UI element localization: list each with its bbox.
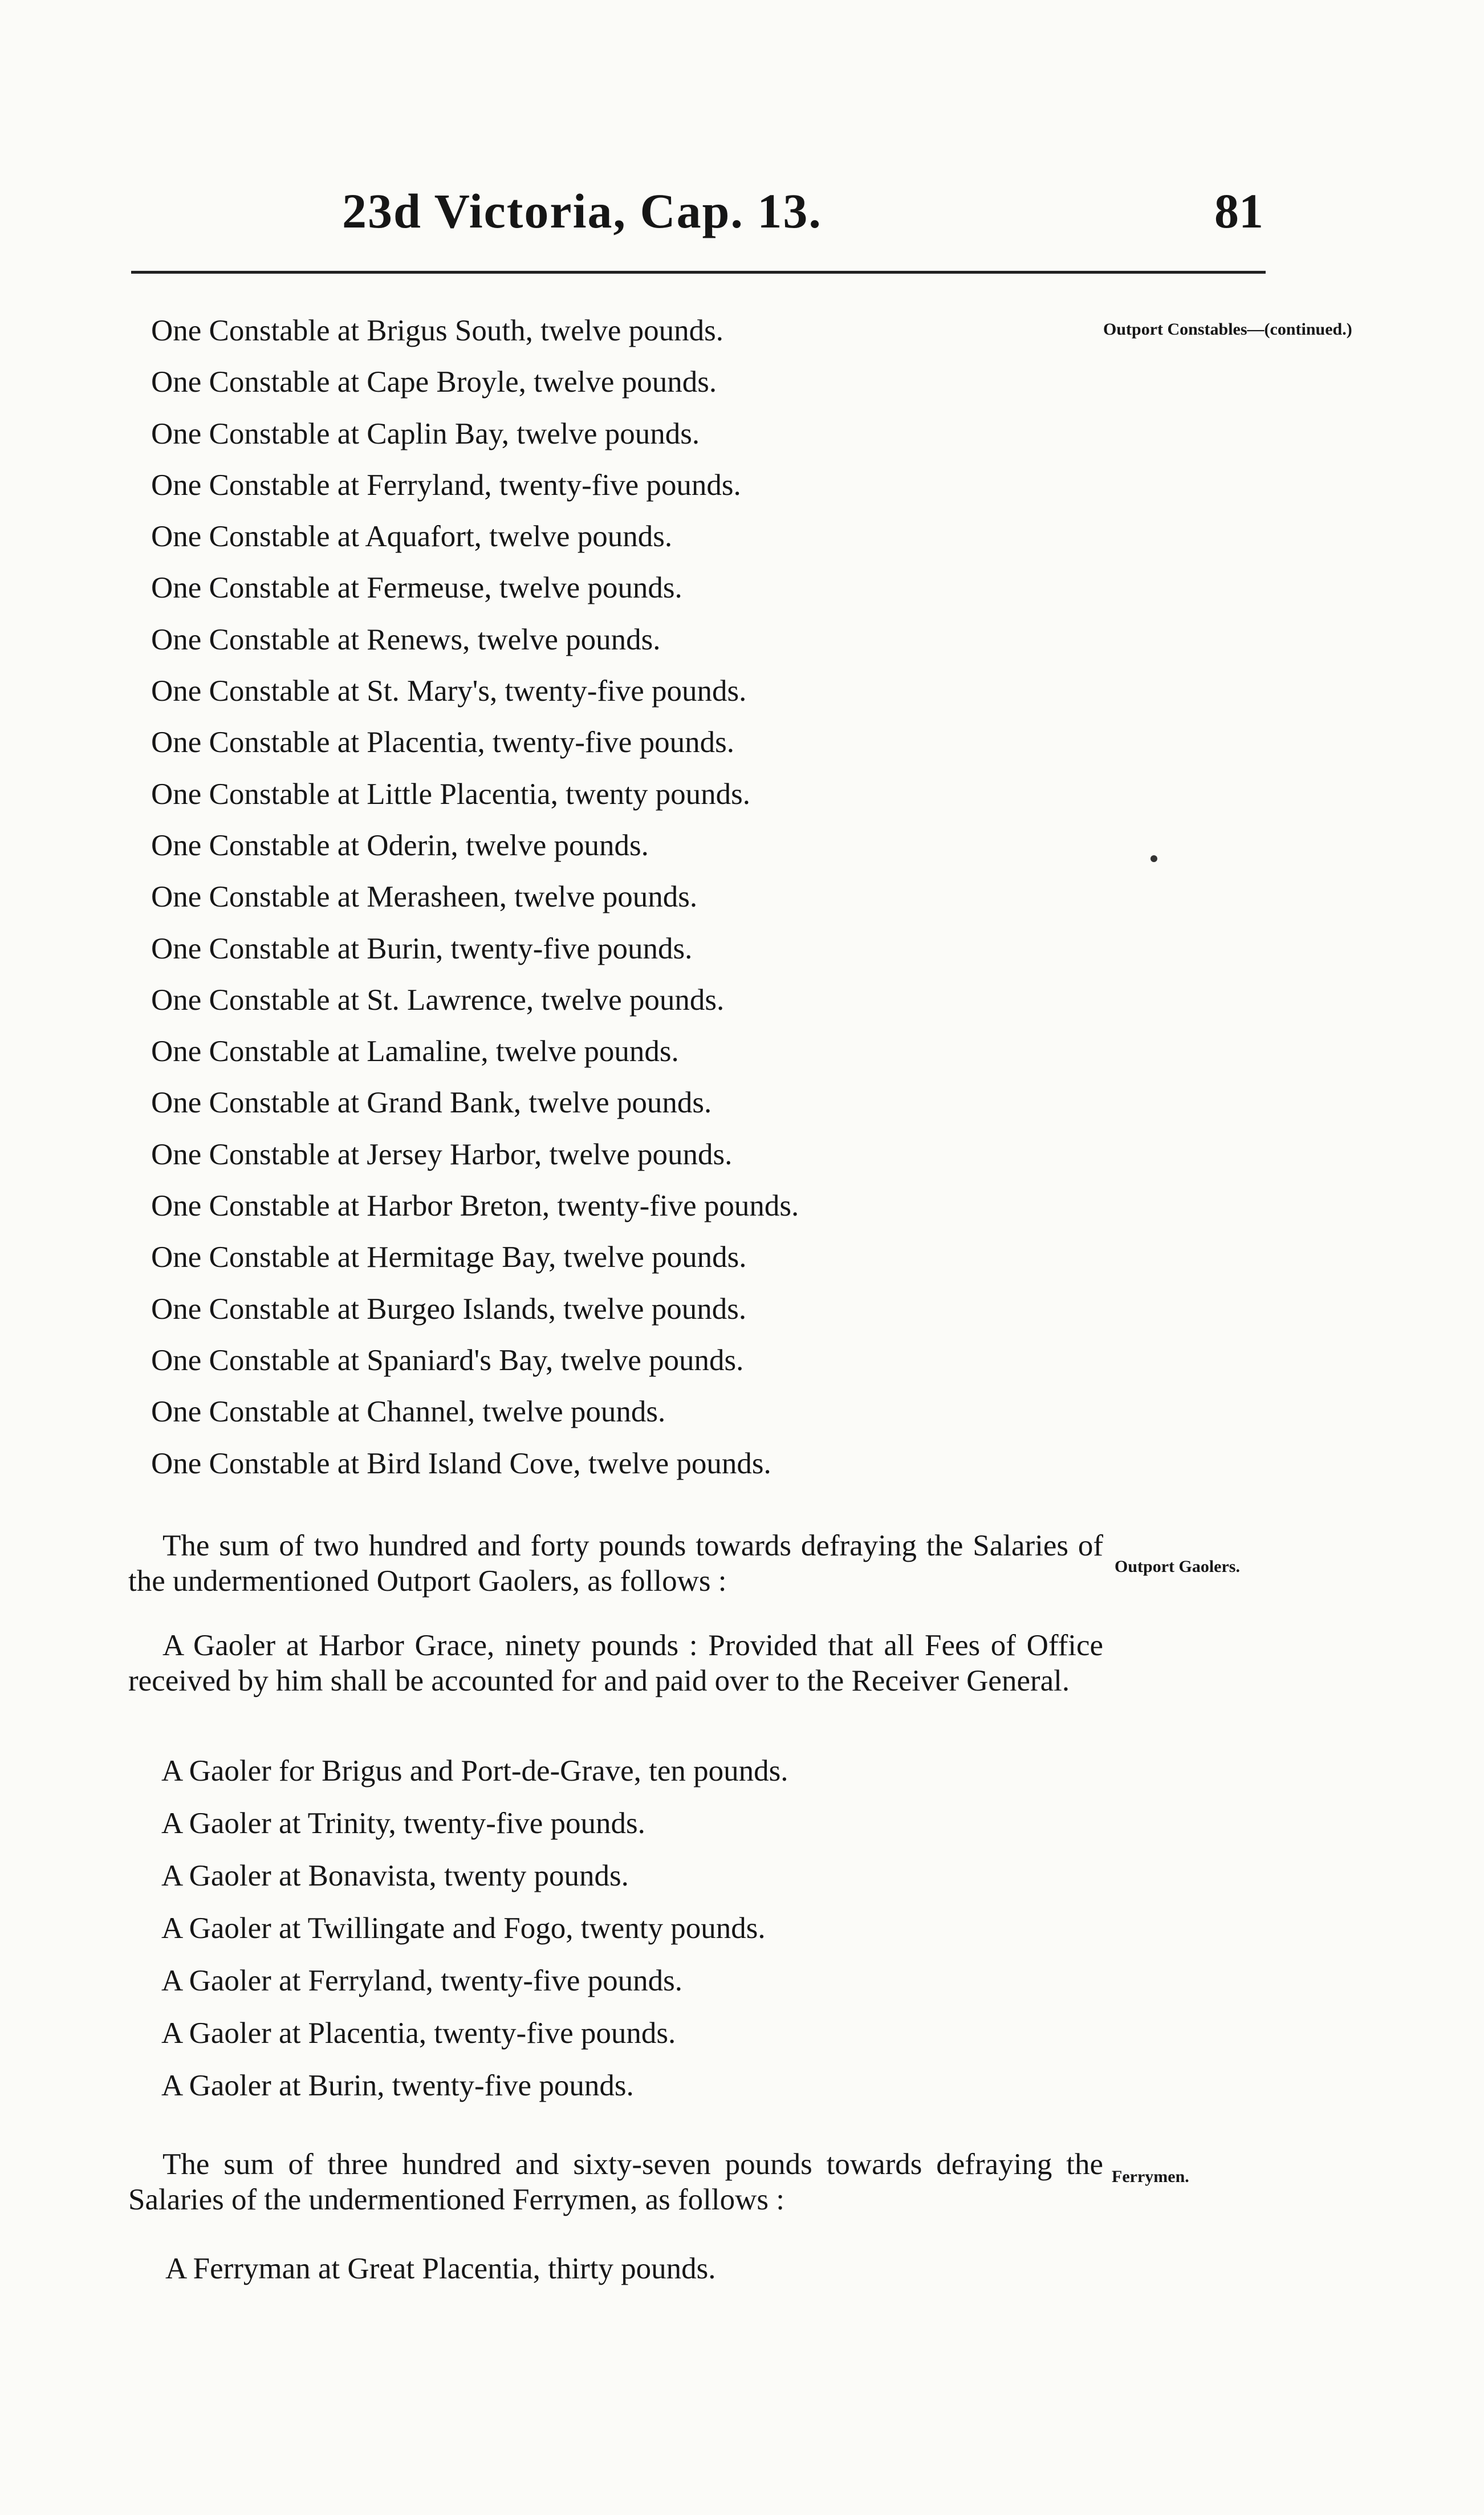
constable-list (151, 305, 799, 1489)
list-item: One Constable at Ferryland, twenty-five pounds. (151, 468, 741, 502)
marginal-note-gaolers: Outport Gaolers. (1115, 1557, 1240, 1576)
gaolers-sum-text: The sum of two hundred and forty pounds towards defraying the Salaries of the undermentioned Outport Gaolers, as follows : (128, 1529, 1103, 1598)
list-item: One Constable at Placentia, twenty-five pounds. (151, 726, 734, 759)
page-header-title: 23d Victoria, Cap. 13. (342, 184, 822, 238)
list-item: One Constable at Oderin, twelve pounds. (151, 828, 649, 862)
list-item: A Gaoler at Bonavista, twenty pounds. (161, 1859, 629, 1892)
gaoler-list (161, 1745, 788, 2112)
gaoler-harbor-grace-paragraph (128, 1628, 1103, 1699)
ferryman-line: A Ferryman at Great Placentia, thirty pounds. (165, 2252, 716, 2285)
list-item: A Gaoler at Trinity, twenty-five pounds. (161, 1807, 645, 1840)
list-item: One Constable at Bird Island Cove, twelve pounds. (151, 1447, 771, 1480)
marginal-note-constables: Outport Constables—(continued.) (1103, 320, 1352, 339)
list-item: One Constable at Harbor Breton, twenty-five pounds. (151, 1189, 799, 1223)
list-item: One Constable at Caplin Bay, twelve pounds. (151, 417, 700, 450)
ferrymen-sum-paragraph (128, 2147, 1103, 2217)
ink-speck (1150, 855, 1157, 862)
list-item: One Constable at Channel, twelve pounds. (151, 1395, 666, 1429)
gaolers-sum-paragraph (128, 1528, 1103, 1599)
list-item: One Constable at St. Lawrence, twelve pounds. (151, 983, 725, 1017)
list-item: One Constable at Merasheen, twelve pounds. (151, 880, 698, 914)
list-item: One Constable at Fermeuse, twelve pounds. (151, 571, 682, 605)
list-item: One Constable at Lamaline, twelve pounds. (151, 1035, 679, 1068)
list-item: One Constable at Burin, twenty-five pounds. (151, 932, 693, 965)
list-item: A Gaoler for Brigus and Port-de-Grave, ten pounds. (161, 1754, 788, 1787)
list-item: One Constable at Cape Broyle, twelve pounds. (151, 365, 717, 399)
ferrymen-sum-text: The sum of three hundred and sixty-seven pounds towards defraying the Salaries of the undermentioned Ferrymen, as follows : (128, 2148, 1103, 2216)
list-item: One Constable at Jersey Harbor, twelve pounds. (151, 1137, 733, 1171)
list-item: A Gaoler at Burin, twenty-five pounds. (161, 2069, 634, 2102)
gaoler-harbor-grace-text: A Gaoler at Harbor Grace, ninety pounds : Provided that all Fees of Office received by him shall be accounted for and paid over to the Receiver General. (128, 1629, 1103, 1697)
list-item: A Gaoler at Placentia, twenty-five pounds. (161, 2017, 676, 2050)
header-rule (131, 271, 1266, 274)
list-item: One Constable at Brigus South, twelve pounds. (151, 314, 723, 347)
list-item: One Constable at Spaniard's Bay, twelve pounds. (151, 1343, 744, 1377)
list-item: A Gaoler at Ferryland, twenty-five pounds. (161, 1964, 683, 1997)
list-item: One Constable at St. Mary's, twenty-five pounds. (151, 675, 747, 708)
list-item: One Constable at Little Placentia, twenty pounds. (151, 777, 750, 811)
list-item: A Gaoler at Twillingate and Fogo, twenty pounds. (161, 1912, 766, 1945)
list-item: One Constable at Grand Bank, twelve pounds. (151, 1086, 712, 1120)
list-item: One Constable at Burgeo Islands, twelve pounds. (151, 1292, 747, 1326)
list-item: One Constable at Renews, twelve pounds. (151, 623, 661, 656)
list-item: One Constable at Aquafort, twelve pounds. (151, 520, 673, 554)
marginal-note-ferrymen: Ferrymen. (1112, 2167, 1189, 2186)
page-number: 81 (1214, 184, 1263, 238)
list-item: One Constable at Hermitage Bay, twelve pounds. (151, 1241, 747, 1274)
